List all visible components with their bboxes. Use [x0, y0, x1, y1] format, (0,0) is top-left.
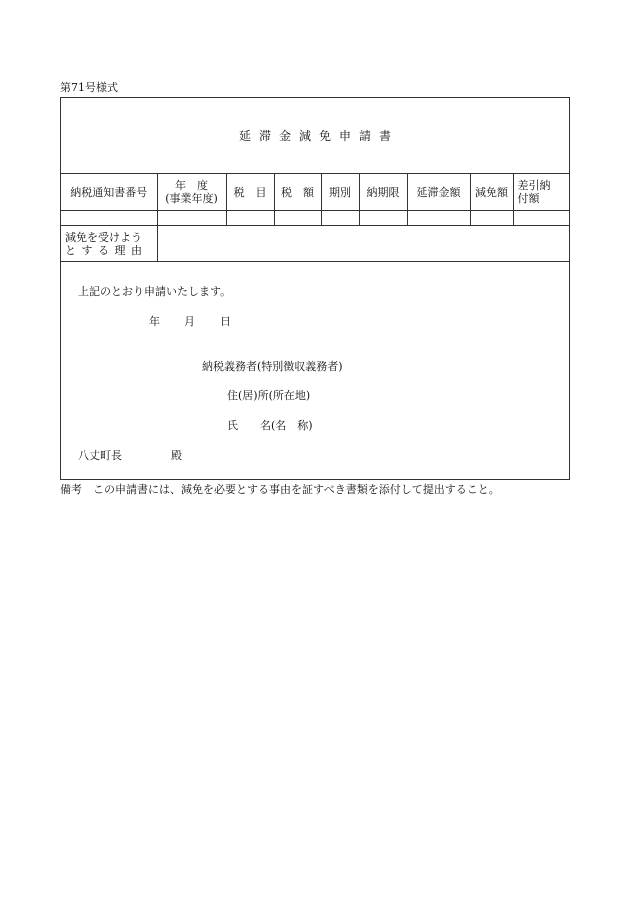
column-header-installment: 期別 — [321, 174, 359, 211]
entry-cell-due-date[interactable] — [359, 211, 407, 226]
date-month-label: 月 — [184, 315, 195, 328]
date-day-label: 日 — [220, 315, 231, 328]
title-area — [61, 98, 569, 174]
entry-cell-notice-number[interactable] — [61, 211, 157, 226]
date-year-label: 年 — [149, 315, 160, 328]
column-header-late-fee: 延滞金額 — [407, 174, 470, 211]
application-statement: 上記のとおり申請いたします。 — [78, 285, 232, 298]
entry-cell-tax-item[interactable] — [226, 211, 274, 226]
address-label: 住(居)所(所在地) — [227, 389, 311, 402]
column-header-row — [61, 174, 569, 211]
addressee-label: 八丈町長 — [78, 449, 122, 462]
taxpayer-label: 納税義務者(特別徴収義務者) — [202, 360, 343, 373]
column-header-tax-item: 税 目 — [226, 174, 274, 211]
entry-row — [61, 211, 569, 226]
reason-label: 減免を受けよう とする理由 — [61, 226, 157, 262]
column-header-reduction: 減免額 — [470, 174, 513, 211]
name-label: 氏 名(名 称) — [227, 419, 313, 432]
entry-cell-tax-amount[interactable] — [274, 211, 321, 226]
entry-cell-late-fee[interactable] — [407, 211, 470, 226]
honorific-label: 殿 — [171, 449, 182, 462]
form-title: 延滞金減免申請書 — [238, 129, 399, 143]
column-header-fiscal-year: 年 度 (事業年度) — [157, 174, 226, 211]
column-header-notice-number: 納税通知書番号 — [61, 174, 157, 211]
entry-cell-net-payment[interactable] — [513, 211, 569, 226]
column-header-tax-amount: 税 額 — [274, 174, 321, 211]
remark-note: 備考 この申請書には、減免を必要とする事由を証すべき書類を添付して提出すること。 — [60, 483, 500, 496]
column-header-due-date: 納期限 — [359, 174, 407, 211]
entry-cell-reduction[interactable] — [470, 211, 513, 226]
application-form — [60, 97, 570, 480]
column-header-net-payment: 差引納 付額 — [513, 174, 569, 211]
entry-cell-fiscal-year[interactable] — [157, 211, 226, 226]
tax-detail-table — [61, 173, 569, 262]
reason-row — [61, 226, 569, 262]
form-number: 第71号様式 — [60, 81, 118, 94]
entry-cell-installment[interactable] — [321, 211, 359, 226]
reason-field[interactable] — [157, 226, 569, 262]
